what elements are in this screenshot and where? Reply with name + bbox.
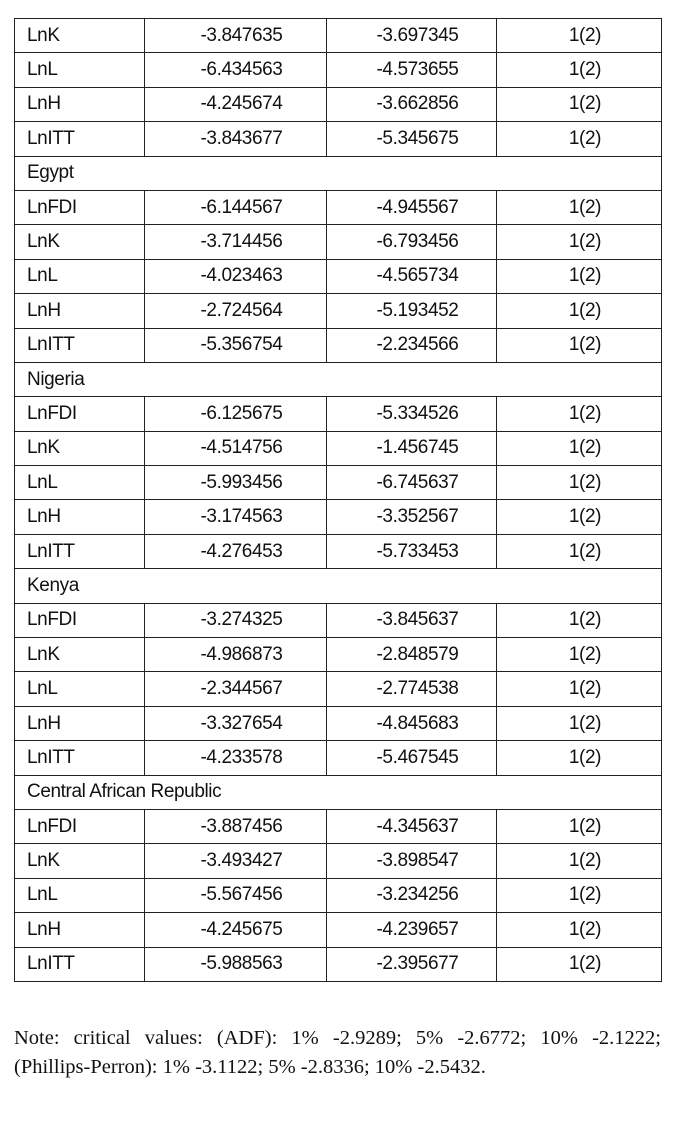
variable-cell: LnL (15, 53, 145, 87)
adf-stat-cell: -2.724564 (145, 294, 327, 328)
integration-order-cell: 1(2) (497, 844, 662, 878)
pp-stat-cell: -4.573655 (327, 53, 497, 87)
variable-cell: LnK (15, 638, 145, 672)
variable-cell: LnITT (15, 534, 145, 568)
pp-stat-cell: -6.793456 (327, 225, 497, 259)
variable-cell: LnH (15, 500, 145, 534)
table-row (15, 466, 662, 500)
pp-stat-cell: -3.898547 (327, 844, 497, 878)
integration-order-cell: 1(2) (497, 500, 662, 534)
integration-order-cell: 1(2) (497, 431, 662, 465)
integration-order-cell: 1(2) (497, 913, 662, 947)
variable-cell: LnFDI (15, 190, 145, 224)
variable-cell: LnL (15, 259, 145, 293)
integration-order-cell: 1(2) (497, 87, 662, 121)
table-row (15, 87, 662, 121)
table-row (15, 706, 662, 740)
country-name: Nigeria (15, 362, 662, 396)
pp-stat-cell: -2.395677 (327, 947, 497, 981)
table-row (15, 225, 662, 259)
integration-order-cell: 1(2) (497, 259, 662, 293)
table-row (15, 19, 662, 53)
adf-stat-cell: -5.993456 (145, 466, 327, 500)
integration-order-cell: 1(2) (497, 122, 662, 156)
variable-cell: LnITT (15, 741, 145, 775)
table-row (15, 534, 662, 568)
country-header-row (15, 362, 662, 396)
integration-order-cell: 1(2) (497, 19, 662, 53)
pp-stat-cell: -5.193452 (327, 294, 497, 328)
pp-stat-cell: -4.845683 (327, 706, 497, 740)
integration-order-cell: 1(2) (497, 53, 662, 87)
adf-stat-cell: -3.887456 (145, 809, 327, 843)
adf-stat-cell: -3.714456 (145, 225, 327, 259)
adf-stat-cell: -3.327654 (145, 706, 327, 740)
variable-cell: LnK (15, 844, 145, 878)
integration-order-cell: 1(2) (497, 466, 662, 500)
variable-cell: LnH (15, 87, 145, 121)
adf-stat-cell: -4.986873 (145, 638, 327, 672)
pp-stat-cell: -3.845637 (327, 603, 497, 637)
variable-cell: LnK (15, 225, 145, 259)
table-row (15, 397, 662, 431)
variable-cell: LnH (15, 294, 145, 328)
pp-stat-cell: -2.774538 (327, 672, 497, 706)
adf-stat-cell: -2.344567 (145, 672, 327, 706)
adf-stat-cell: -6.144567 (145, 190, 327, 224)
table-row (15, 672, 662, 706)
country-name: Kenya (15, 569, 662, 603)
pp-stat-cell: -3.234256 (327, 878, 497, 912)
table-row (15, 638, 662, 672)
pp-stat-cell: -1.456745 (327, 431, 497, 465)
adf-stat-cell: -4.245674 (145, 87, 327, 121)
variable-cell: LnL (15, 466, 145, 500)
pp-stat-cell: -5.733453 (327, 534, 497, 568)
integration-order-cell: 1(2) (497, 947, 662, 981)
variable-cell: LnITT (15, 328, 145, 362)
integration-order-cell: 1(2) (497, 534, 662, 568)
variable-cell: LnL (15, 672, 145, 706)
pp-stat-cell: -5.345675 (327, 122, 497, 156)
variable-cell: LnK (15, 19, 145, 53)
table-row (15, 878, 662, 912)
table-row (15, 741, 662, 775)
integration-order-cell: 1(2) (497, 706, 662, 740)
integration-order-cell: 1(2) (497, 328, 662, 362)
pp-stat-cell: -3.352567 (327, 500, 497, 534)
adf-stat-cell: -4.514756 (145, 431, 327, 465)
country-header-row (15, 775, 662, 809)
integration-order-cell: 1(2) (497, 741, 662, 775)
adf-stat-cell: -3.274325 (145, 603, 327, 637)
adf-stat-cell: -3.847635 (145, 19, 327, 53)
variable-cell: LnFDI (15, 397, 145, 431)
adf-stat-cell: -4.023463 (145, 259, 327, 293)
country-header-row (15, 569, 662, 603)
table-row (15, 947, 662, 981)
adf-stat-cell: -4.233578 (145, 741, 327, 775)
integration-order-cell: 1(2) (497, 190, 662, 224)
table-row (15, 844, 662, 878)
table-row (15, 913, 662, 947)
table-row (15, 809, 662, 843)
country-name: Central African Republic (15, 775, 662, 809)
adf-stat-cell: -5.356754 (145, 328, 327, 362)
variable-cell: LnITT (15, 122, 145, 156)
pp-stat-cell: -4.239657 (327, 913, 497, 947)
pp-stat-cell: -5.467545 (327, 741, 497, 775)
adf-stat-cell: -5.567456 (145, 878, 327, 912)
adf-stat-cell: -5.988563 (145, 947, 327, 981)
pp-stat-cell: -6.745637 (327, 466, 497, 500)
integration-order-cell: 1(2) (497, 638, 662, 672)
adf-stat-cell: -3.174563 (145, 500, 327, 534)
pp-stat-cell: -2.848579 (327, 638, 497, 672)
country-name: Egypt (15, 156, 662, 190)
adf-stat-cell: -3.493427 (145, 844, 327, 878)
table-row (15, 603, 662, 637)
pp-stat-cell: -3.662856 (327, 87, 497, 121)
table-row (15, 431, 662, 465)
variable-cell: LnITT (15, 947, 145, 981)
table-row (15, 294, 662, 328)
pp-stat-cell: -2.234566 (327, 328, 497, 362)
adf-stat-cell: -4.276453 (145, 534, 327, 568)
adf-stat-cell: -3.843677 (145, 122, 327, 156)
unit-root-test-table (14, 18, 662, 982)
table-row (15, 190, 662, 224)
adf-stat-cell: -6.434563 (145, 53, 327, 87)
pp-stat-cell: -3.697345 (327, 19, 497, 53)
variable-cell: LnL (15, 878, 145, 912)
variable-cell: LnK (15, 431, 145, 465)
pp-stat-cell: -5.334526 (327, 397, 497, 431)
integration-order-cell: 1(2) (497, 225, 662, 259)
variable-cell: LnH (15, 913, 145, 947)
table-row (15, 53, 662, 87)
integration-order-cell: 1(2) (497, 397, 662, 431)
table-row (15, 500, 662, 534)
table-note: Note: critical values: (ADF): 1% -2.9289; 5% -2.6772; 10% -2.1222; (Phillips-Perron): 1% -3.1122; 5% -2.8336; 10% -2.5432. (14, 1027, 661, 1078)
table-body (15, 19, 662, 982)
adf-stat-cell: -6.125675 (145, 397, 327, 431)
adf-stat-cell: -4.245675 (145, 913, 327, 947)
table-row (15, 259, 662, 293)
table-row (15, 122, 662, 156)
variable-cell: LnFDI (15, 603, 145, 637)
variable-cell: LnFDI (15, 809, 145, 843)
integration-order-cell: 1(2) (497, 603, 662, 637)
pp-stat-cell: -4.565734 (327, 259, 497, 293)
pp-stat-cell: -4.945567 (327, 190, 497, 224)
pp-stat-cell: -4.345637 (327, 809, 497, 843)
variable-cell: LnH (15, 706, 145, 740)
integration-order-cell: 1(2) (497, 294, 662, 328)
integration-order-cell: 1(2) (497, 878, 662, 912)
integration-order-cell: 1(2) (497, 809, 662, 843)
table-row (15, 328, 662, 362)
integration-order-cell: 1(2) (497, 672, 662, 706)
country-header-row (15, 156, 662, 190)
